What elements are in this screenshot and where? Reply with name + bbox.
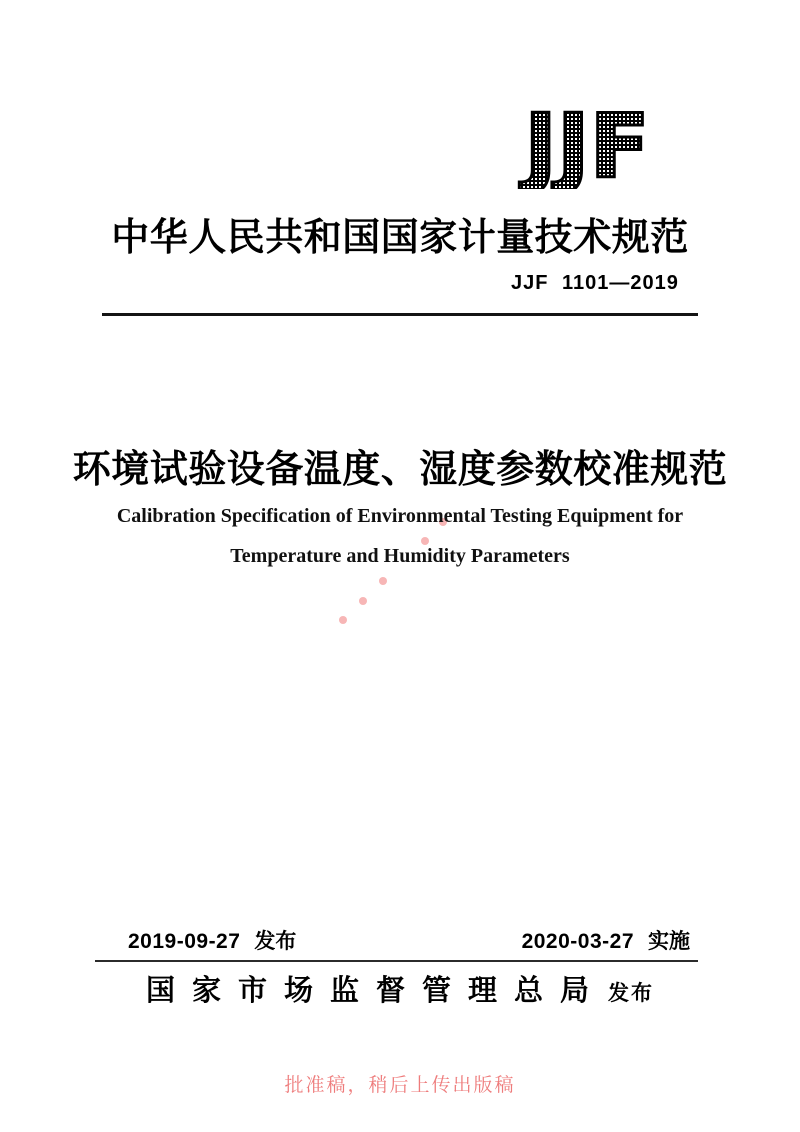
issue-label: 发布	[254, 930, 297, 953]
watermark-dot	[379, 577, 387, 585]
dates-row	[128, 925, 690, 955]
publisher-name: 国家市场监督管理总局	[145, 975, 606, 1007]
jjf-logo	[494, 97, 680, 189]
draft-note: 批准稿，稍后上传出版稿	[284, 1075, 516, 1096]
spec-number: JJF 1101—2019	[511, 272, 679, 294]
watermark-dot	[359, 597, 367, 605]
issue-date-group	[128, 925, 296, 955]
footer-rule	[95, 960, 698, 962]
document-title-zh: 环境试验设备温度、湿度参数校准规范	[72, 449, 728, 491]
implementation-date-group	[522, 925, 690, 955]
jjf-logo-text: JJF	[524, 97, 650, 189]
implementation-label: 实施	[648, 930, 690, 953]
jjf-logo-graphic	[494, 97, 680, 189]
watermark-dot	[421, 537, 429, 545]
document-title-en-line2: Temperature and Humidity Parameters	[230, 545, 570, 567]
publisher-issue-label: 发布	[608, 982, 654, 1005]
implementation-date: 2020-03-27	[521, 930, 634, 953]
watermark-dot	[339, 616, 347, 624]
document-title-en-line1: Calibration Specification of Environmental Testing Equipment for	[116, 505, 684, 527]
issue-date: 2019-09-27	[128, 930, 241, 953]
publisher-row	[0, 968, 800, 1009]
header-rule	[102, 313, 698, 316]
national-standard-title: 中华人民共和国国家计量技术规范	[111, 217, 689, 259]
